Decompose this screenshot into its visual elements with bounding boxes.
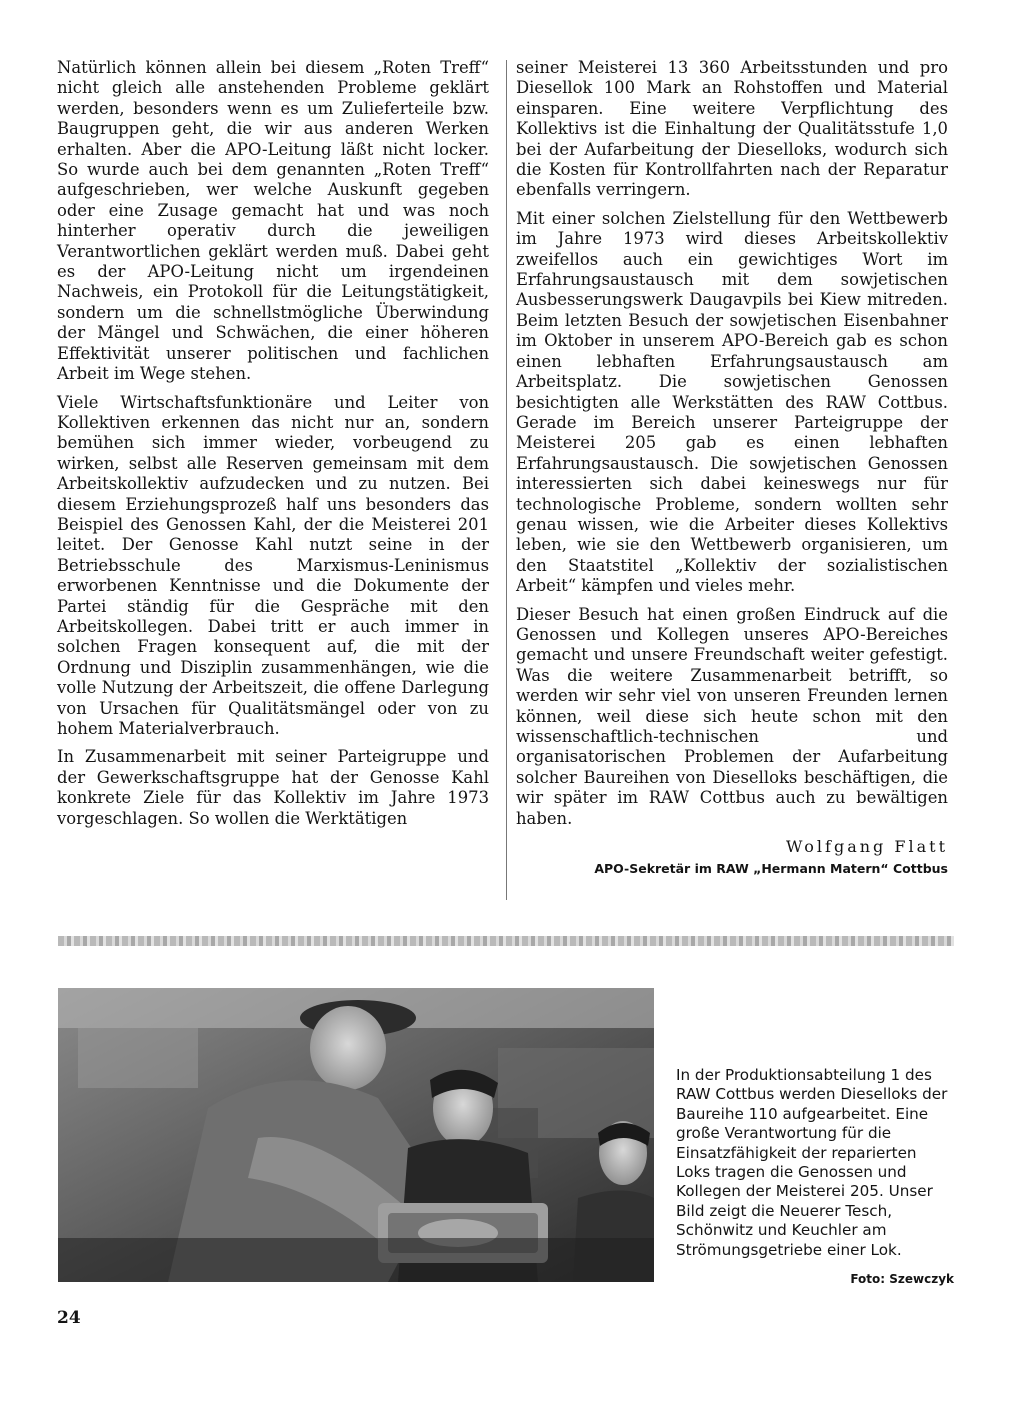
author-role: APO-Sekretär im RAW „Hermann Matern“ Cottbus xyxy=(594,861,948,877)
right-column xyxy=(516,58,948,880)
paragraph: In Zusammenarbeit mit seiner Parteigruppe und der Gewerkschaftsgruppe hat der Genosse Kahl konkrete Ziele für das Kollektiv im Jahre 1973 vorgeschlagen. So wollen die Werktätigen xyxy=(57,747,489,828)
paragraph: Viele Wirtschaftsfunktionäre und Leiter von Kollektiven erkennen das nicht nur an, sondern bemühen sich immer wieder, vorbeugend zu wirken, selbst alle Reserven gemeinsam mit dem Arbeitskollektiv aufzudecken und zu nutzen. Bei diesem Erziehungsprozeß half uns besonders das Beispiel des Genossen Kahl, der die Meisterei 201 leitet. Der Genosse Kahl nutzt seine in der Betriebsschule des Marxismus-Leninismus erworbenen Kenntnisse und die Dokumente der Partei ständig für die Gespräche mit den Arbeitskollegen. Dabei tritt er auch immer in solchen Fragen konsequent auf, die mit der Ordnung und Disziplin zusammenhängen, wie die volle Nutzung der Arbeitszeit, die offene Darlegung von Ursachen für Qualitätsmängel oder von zu hohem Materialverbrauch. xyxy=(57,392,489,738)
paragraph: seiner Meisterei 13 360 Arbeitsstunden und pro Diesellok 100 Mark an Rohstoffen und Material einsparen. Eine weitere Verpflichtung des Kollektivs ist die Einhaltung der Qualitätsstufe 1,0 bei der Aufarbeitung der Dieselloks, wodurch sich die Kosten für Kontrollfahrten nach der Reparatur ebenfalls verringern. xyxy=(516,58,948,200)
photo-credit: Foto: Szewczyk xyxy=(850,1272,954,1286)
section-divider xyxy=(58,936,954,946)
left-column xyxy=(57,58,489,837)
page-number: 24 xyxy=(57,1308,81,1328)
author-name: Wolfgang Flatt xyxy=(785,837,948,857)
photo-caption: In der Produktionsabteilung 1 des RAW Cottbus werden Dieselloks der Baureihe 110 aufgearbeitet. Eine große Verantwortung für die Einsatzfähigkeit der reparierten Loks tragen die Genossen und Kollegen der Meisterei 205. Unser Bild zeigt die Neuerer Tesch, Schönwitz und Keuchler am Strömungsgetriebe einer Lok. xyxy=(676,1066,948,1259)
column-divider xyxy=(506,60,507,900)
paragraph: Dieser Besuch hat einen großen Eindruck auf die Genossen und Kollegen unseres APO-Bereiches gemacht und unsere Freundschaft weiter gefestigt. Was die weitere Zusammenarbeit betrifft, so werden wir sehr viel von unseren Freunden lernen können, weil diese sich heute schon mit den wissenschaftlich-technischen und organisatorischen Problemen der Aufarbeitung solcher Baureihen von Dieselloks beschäftigen, die wir später im RAW Cottbus auch zu bewältigen haben. xyxy=(516,604,948,828)
photo-illustration xyxy=(58,988,654,1282)
workshop-photo xyxy=(58,988,654,1282)
paragraph: Mit einer solchen Zielstellung für den Wettbewerb im Jahre 1973 wird dieses Arbeitskollektiv zweifellos auch ein gewichtiges Wort im Erfahrungsaustausch mit dem sowjetischen Ausbesserungswerk Daugavpils bei Kiew mitreden. Beim letzten Besuch der sowjetischen Eisenbahner im Oktober in unserem APO-Bereich gab es schon einen lebhaften Erfahrungsaustausch am Arbeitsplatz. Die sowjetischen Genossen besichtigten alle Werkstätten des RAW Cottbus. Gerade im Bereich unserer Parteigruppe der Meisterei 205 gab es einen lebhaften Erfahrungsaustausch. Die sowjetischen Genossen interessierten sich dabei keineswegs nur für technologische Probleme, sondern wollten sehr genau wissen, wie die Arbeiter dieses Kollektivs leben, wie sie den Wettbewerb organisieren, um den Staatstitel „Kollektiv der sozialistischen Arbeit“ kämpfen und vieles mehr. xyxy=(516,208,948,596)
paragraph: Natürlich können allein bei diesem „Roten Treff“ nicht gleich alle anstehenden Probleme geklärt werden, besonders wenn es um Zulieferteile bzw. Baugruppen geht, die wir aus anderen Werken erhalten. Aber die APO-Leitung läßt nicht locker. So wurde auch bei dem genannten „Roten Treff“ aufgeschrieben, wer welche Auskunft gegeben oder eine Zusage gemacht hat und was noch hinterher operativ durch die jeweiligen Verantwortlichen geklärt werden muß. Dabei geht es der APO-Leitung nicht um irgendeinen Nachweis, ein Protokoll für die Leitungstätigkeit, sondern um die schnellstmögliche Überwindung der Mängel und Schwächen, die einer höheren Effektivität unserer politischen und fachlichen Arbeit im Wege stehen. xyxy=(57,58,489,384)
